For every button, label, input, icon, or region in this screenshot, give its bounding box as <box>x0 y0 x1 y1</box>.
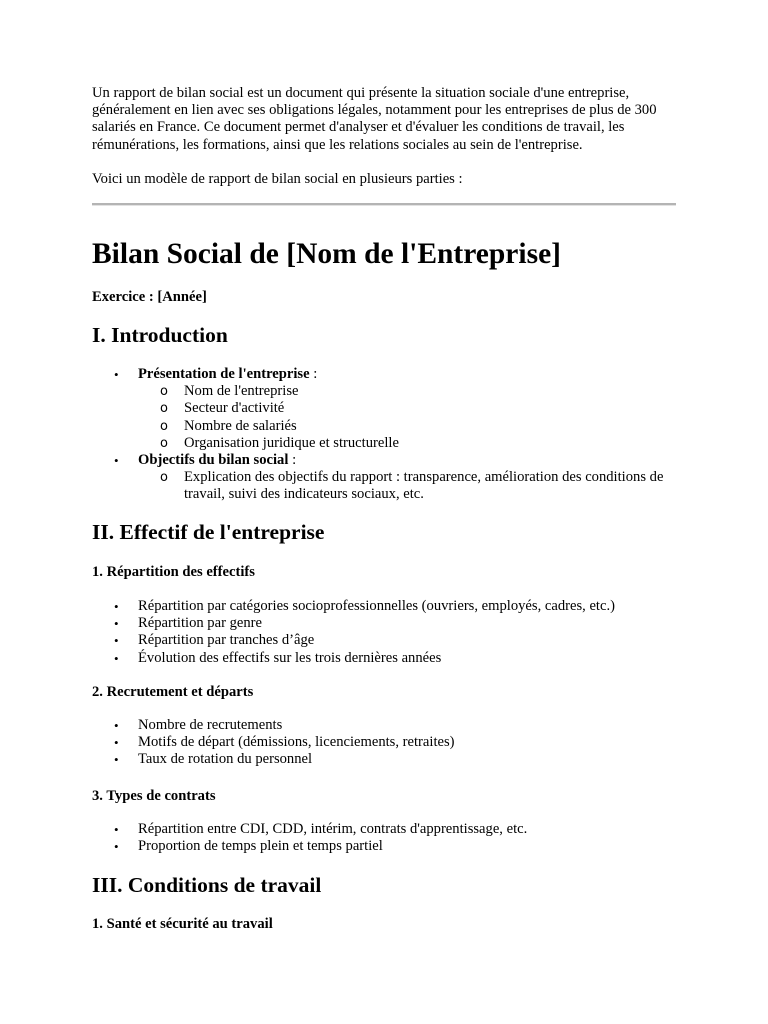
section-heading-conditions: III. Conditions de travail <box>92 873 322 897</box>
exercise-line: Exercice : [Année] <box>92 289 207 305</box>
bullet-icon: • <box>114 453 119 469</box>
list-item <box>92 717 682 734</box>
document-title: Bilan Social de [Nom de l'Entreprise] <box>92 238 561 270</box>
sublist-item-text: Secteur d'activité <box>184 400 285 417</box>
list-item <box>92 366 682 452</box>
sublist-item <box>138 435 682 452</box>
list-item-suffix: : <box>288 452 297 469</box>
subsection-heading-recrutement: 2. Recrutement et départs <box>92 684 254 700</box>
list-item-suffix: : <box>309 366 318 382</box>
list-item <box>92 751 682 768</box>
list-item-text: Répartition entre CDI, CDD, intérim, contrats d'apprentissage, etc. <box>138 821 528 837</box>
sublist-item-text: Organisation juridique et structurelle <box>184 434 399 451</box>
recrutement-list <box>92 717 682 769</box>
circle-bullet-icon: o <box>160 435 168 451</box>
list-item-text: Répartition par genre <box>138 615 262 632</box>
sublist-item <box>138 418 682 435</box>
list-item <box>92 821 682 838</box>
list-item-label: Présentation de l'entreprise <box>138 366 310 382</box>
horizontal-rule <box>92 203 676 206</box>
sublist <box>138 383 682 452</box>
repartition-list <box>92 598 682 667</box>
bullet-icon: • <box>114 752 119 768</box>
sublist-item <box>138 469 682 503</box>
bullet-icon: • <box>114 839 119 855</box>
bullet-icon: • <box>114 718 119 733</box>
list-item-text: Nombre de recrutements <box>138 717 283 733</box>
list-item-text: Proportion de temps plein et temps partiel <box>138 838 383 855</box>
lead-paragraph: Voici un modèle de rapport de bilan social en plusieurs parties : <box>92 171 463 187</box>
list-item <box>92 452 682 504</box>
sublist-item-text: Explication des objectifs du rapport : transparence, amélioration des conditions de travail, suivi des indicateurs sociaux, etc. <box>184 469 664 503</box>
introduction-list <box>92 366 682 504</box>
bullet-icon: • <box>114 599 119 614</box>
list-item-text: Évolution des effectifs sur les trois dernières années <box>138 649 442 666</box>
list-item-text: Motifs de départ (démissions, licenciements, retraites) <box>138 734 455 751</box>
sublist <box>138 469 682 503</box>
list-item-text: Répartition par catégories socioprofessionnelles (ouvriers, employés, cadres, etc.) <box>138 598 615 614</box>
intro-paragraph: Un rapport de bilan social est un document qui présente la situation sociale d'une entreprise, généralement en lien avec ses obligations légales, notamment pour les entreprises de plus de 300 salariés en France. Ce document permet d'analyser et d'évaluer les conditions de travail, les rémunérations, les formations, ainsi que les relations sociales au sein de l'entreprise. <box>92 85 657 153</box>
bullet-icon: • <box>114 633 119 649</box>
list-item-text: Taux de rotation du personnel <box>138 751 313 768</box>
subsection-heading-repartition: 1. Répartition des effectifs <box>92 564 255 580</box>
bullet-icon: • <box>114 367 119 382</box>
section-heading-introduction: I. Introduction <box>92 323 228 347</box>
list-item <box>92 734 682 751</box>
sublist-item <box>138 383 682 400</box>
bullet-icon: • <box>114 822 119 837</box>
list-item <box>92 598 682 615</box>
circle-bullet-icon: o <box>160 384 168 400</box>
circle-bullet-icon: o <box>160 401 168 417</box>
list-item-text: Répartition par tranches d’âge <box>138 632 315 649</box>
circle-bullet-icon: o <box>160 470 168 486</box>
subsection-heading-sante: 1. Santé et sécurité au travail <box>92 916 273 932</box>
list-item-label: Objectifs du bilan social <box>138 452 289 469</box>
sublist-item <box>138 400 682 417</box>
bullet-icon: • <box>114 650 119 666</box>
list-item <box>92 650 682 667</box>
subsection-heading-contrats: 3. Types de contrats <box>92 788 216 804</box>
list-item <box>92 615 682 632</box>
circle-bullet-icon: o <box>160 418 168 434</box>
sublist-item-text: Nombre de salariés <box>184 417 297 434</box>
bullet-icon: • <box>114 735 119 751</box>
contrats-list <box>92 821 682 855</box>
sublist-item-text: Nom de l'entreprise <box>184 383 299 400</box>
section-heading-effectif: II. Effectif de l'entreprise <box>92 520 325 544</box>
bullet-icon: • <box>114 616 119 632</box>
list-item <box>92 838 682 855</box>
list-item <box>92 632 682 649</box>
